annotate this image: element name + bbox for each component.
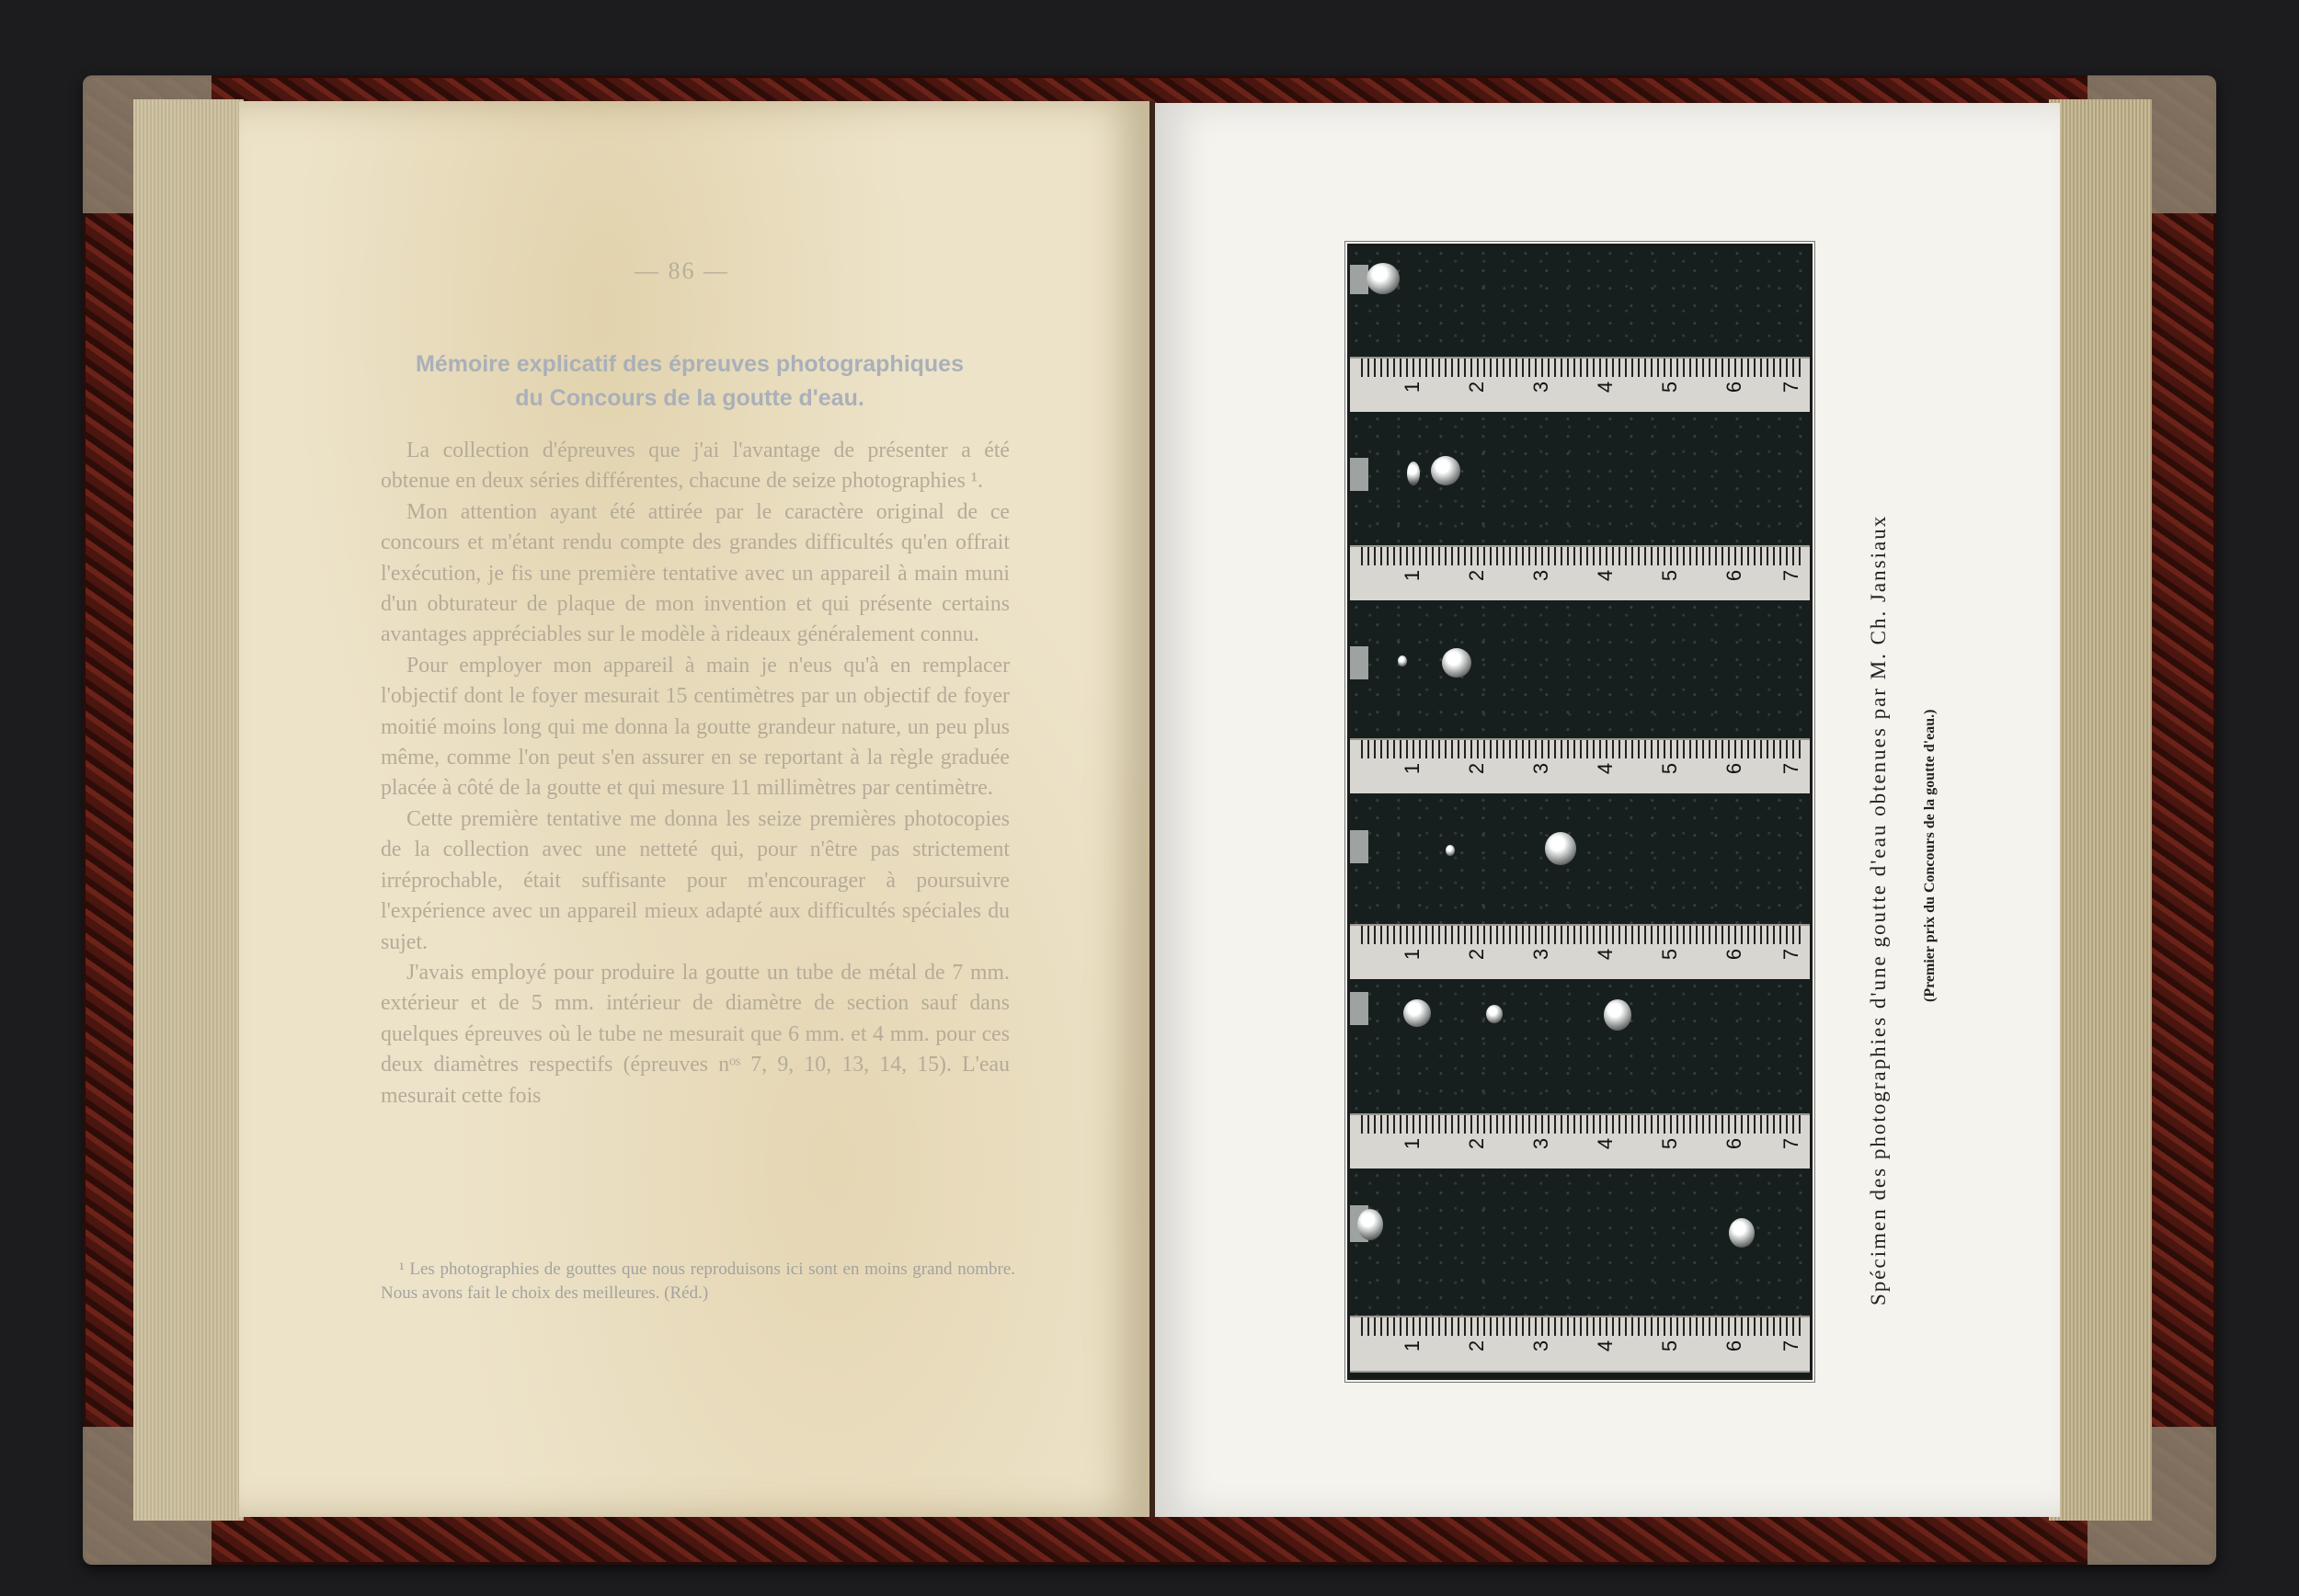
- photo-strip: [1350, 979, 1810, 1113]
- water-drop: [1729, 1218, 1755, 1248]
- ruler-number: 5: [1658, 381, 1681, 393]
- ruler-number: 3: [1529, 1340, 1552, 1352]
- photo-strip: [1350, 600, 1810, 738]
- water-drop: [1357, 1209, 1383, 1240]
- ruler-number: 3: [1529, 381, 1552, 393]
- water-drop: [1446, 845, 1455, 856]
- ruler-number: 4: [1594, 1137, 1617, 1150]
- ruler-number: 7: [1779, 1340, 1802, 1352]
- nozzle: [1350, 830, 1368, 863]
- plate-caption: Spécimen des photographies d'une goutte d'eau obtenues par M. Ch. Jansiaux: [1867, 514, 1890, 1305]
- ruler-number: 6: [1722, 569, 1745, 582]
- paragraph: Cette première tentative me donna les seize premières photocopies de la collection avec une netteté qui, pour n'être pas strictement irréprochable, était suffisante pour m'encourager à poursuivre l'expérience avec un appareil mieux adapté aux difficultés spéciales du sujet.: [381, 806, 1010, 954]
- plate-subcaption: (Premier prix du Concours de la goutte d'eau.): [1922, 709, 1938, 1002]
- ruler-number: 2: [1465, 1340, 1488, 1352]
- nozzle: [1350, 265, 1368, 294]
- ruler-number: 6: [1722, 1137, 1745, 1150]
- photo-strip: [1350, 1168, 1810, 1316]
- ruler: [1350, 1113, 1810, 1170]
- ruler: [1350, 738, 1810, 795]
- ruler-number: 2: [1465, 569, 1488, 582]
- ruler-number: 2: [1465, 948, 1488, 961]
- nozzle: [1350, 992, 1368, 1025]
- title-line-1: Mémoire explicatif des épreuves photographiques: [416, 351, 964, 377]
- ruler-number: 6: [1722, 948, 1745, 961]
- ruler: [1350, 545, 1810, 602]
- ruler-number: 6: [1722, 762, 1745, 775]
- ruler-number: 4: [1594, 381, 1617, 393]
- paragraph: J'avais employé pour produire la goutte un tube de métal de 7 mm. extérieur et de 5 mm. intérieur de diamètre de section sauf dans quelques épreuves où le tube ne mesurait que 6 mm. et 4 mm. pour ces deux diamètres respectifs (épreuves nᵒˢ 7, 9, 10, 13, 14, 15). L'eau mesurait cette fois: [381, 960, 1010, 1108]
- ruler-number: 4: [1594, 569, 1617, 582]
- ruler-number: 1: [1401, 569, 1424, 582]
- ruler-number: 2: [1465, 762, 1488, 775]
- ruler-number: 1: [1401, 762, 1424, 775]
- water-drop: [1431, 456, 1460, 485]
- ruler: [1350, 357, 1810, 414]
- ruler-number: 1: [1401, 1137, 1424, 1150]
- page-edges-right: [2049, 99, 2152, 1521]
- ruler-number: 4: [1594, 1340, 1617, 1352]
- ruler-number: 1: [1401, 381, 1424, 393]
- ruler-number: 2: [1465, 381, 1488, 393]
- water-drop: [1403, 999, 1431, 1027]
- water-drop: [1545, 832, 1576, 865]
- water-drop: [1367, 263, 1400, 294]
- ruler-number: 3: [1529, 762, 1552, 775]
- water-drop: [1398, 656, 1407, 667]
- ruler-number: 7: [1779, 569, 1802, 582]
- article-title: [368, 348, 1012, 416]
- ruler-number: 5: [1658, 948, 1681, 961]
- nozzle: [1350, 646, 1368, 679]
- water-drop: [1442, 648, 1471, 678]
- ruler-number: 5: [1658, 762, 1681, 775]
- paragraph: Pour employer mon appareil à main je n'eus qu'à en remplacer l'objectif dont le foyer mesurait 15 centimètres par un objectif de foyer moitié moins long qui me donna la goutte grandeur nature, un peu plus même, comme l'on peut s'en assurer en se reportant à la règle graduée placée à côté de la goutte et qui mesure 11 millimètres par centimètre.: [381, 653, 1010, 801]
- water-drop: [1407, 462, 1420, 485]
- ruler-number: 7: [1779, 381, 1802, 393]
- paragraph: La collection d'épreuves que j'ai l'avantage de présenter a été obtenue en deux séries différentes, chacune de seize photographies ¹.: [381, 439, 1010, 494]
- ruler-number: 1: [1401, 1340, 1424, 1352]
- ruler-number: 3: [1529, 569, 1552, 582]
- water-drop: [1486, 1005, 1503, 1023]
- ruler-number: 3: [1529, 1137, 1552, 1150]
- ruler-number: 5: [1658, 1137, 1681, 1150]
- ruler-number: 1: [1401, 948, 1424, 961]
- photo-strip: [1350, 412, 1810, 545]
- page-number: — 86 —: [635, 257, 729, 284]
- photo-strip: [1350, 793, 1810, 924]
- footnote: ¹ Les photographies de gouttes que nous reproduisons ici sont en moins grand nombre. Nous avons fait le choix des meilleures. (Réd.): [381, 1260, 1015, 1303]
- title-line-2: du Concours de la goutte d'eau.: [515, 385, 864, 411]
- ruler: [1350, 1316, 1810, 1373]
- ruler-number: 3: [1529, 948, 1552, 961]
- ruler-number: 7: [1779, 948, 1802, 961]
- paragraph: Mon attention ayant été attirée par le caractère original de ce concours et m'étant rendu compte des grandes difficultés qu'en offrait l'exécution, je fis une première tentative avec un appareil à main muni d'un obturateur de plaque de mon invention et qui présente certains avantages appréciables sur le modèle à rideaux généralement connu.: [381, 499, 1010, 647]
- nozzle: [1350, 458, 1368, 491]
- photo-plate: [1347, 244, 1813, 1380]
- ruler-number: 5: [1658, 569, 1681, 582]
- ruler-number: 4: [1594, 762, 1617, 775]
- page-edges-left: [133, 99, 244, 1521]
- ruler-number: 2: [1465, 1137, 1488, 1150]
- ruler-number: 5: [1658, 1340, 1681, 1352]
- ruler: [1350, 924, 1810, 981]
- ruler-number: 6: [1722, 381, 1745, 393]
- ruler-number: 6: [1722, 1340, 1745, 1352]
- photo-strip: [1350, 246, 1810, 357]
- body-text: [381, 436, 1010, 1112]
- ruler-number: 7: [1779, 762, 1802, 775]
- ruler-number: 7: [1779, 1137, 1802, 1150]
- water-drop: [1604, 999, 1631, 1031]
- ruler-number: 4: [1594, 948, 1617, 961]
